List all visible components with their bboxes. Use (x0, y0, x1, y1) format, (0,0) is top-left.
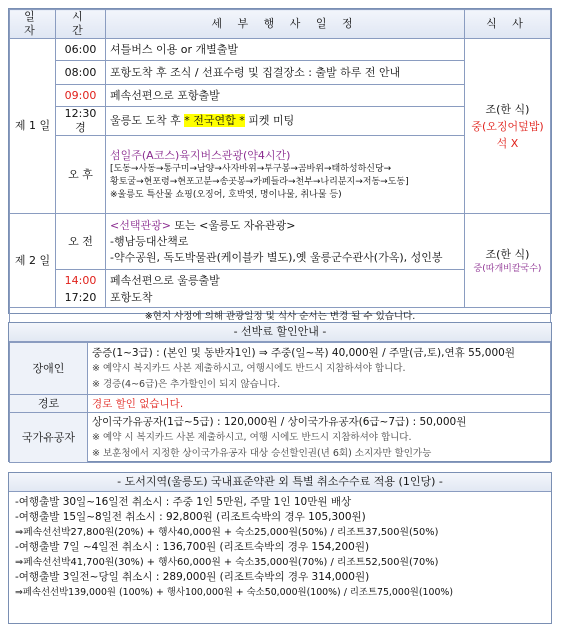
cancel-title: - 도서지역(울릉도) 국내표준약관 외 특별 취소수수료 적용 (1인당) - (9, 473, 551, 492)
meal1-dinner: 석 X (496, 136, 519, 150)
time-morning: 오 전 (56, 214, 106, 270)
cancel-lines (9, 492, 551, 600)
cancel-line-2: -여행출발 15일~8일전 취소시 : 92,800원 (리조트숙박의 경우 105,300원) (15, 511, 366, 523)
cancel-line-4: -여행출발 7일 ~4일전 취소시 : 136,700원 (리조트숙박의 경우 154,200원) (15, 541, 370, 553)
meal-day1 (465, 39, 551, 214)
option-tour: <선택관광> (110, 218, 171, 232)
discount-title: - 선박료 할인안내 - (9, 323, 551, 342)
senior-detail: 경로 할인 없습니다. (88, 395, 551, 413)
disabled-price: 중증(1~3급) : (본인 및 동반자1인) ⇒ 주중(일~목) 40,000원 / 주말(금,토),연휴 55,000원 (92, 346, 515, 359)
cancel-line-3: ⇒페속선선박27,800원(20%) + 행사40,000원 + 숙소25,000원(50%) / 리조트37,500원(50%) (15, 527, 439, 538)
label-disabled: 장애인 (10, 343, 88, 395)
cancel-line-5: ⇒페속선선박41,700원(30%) + 행사60,000원 + 숙소35,000원(70%) / 리조트52,500원(70%) (15, 557, 439, 568)
label-senior: 경로 (10, 395, 88, 413)
route-line1: [도동→사동→통구미→남양→사자바위→투구봉→곰바위→태하성하신당→ (110, 163, 392, 174)
cancel-box (8, 472, 552, 624)
arrive-pohang: 포항도착 (110, 290, 153, 304)
schedule-box (8, 8, 552, 322)
header-date: 일 자 (10, 10, 56, 39)
header-meal: 식 사 (465, 10, 551, 39)
detail-row6 (106, 214, 465, 270)
option-line (110, 218, 460, 234)
header-detail: 세 부 행 사 일 정 (106, 10, 465, 39)
depart-ulleung: 페속선편으로 울릉출발 (110, 273, 220, 287)
meal1-lunch: 중(오징어덮밥) (471, 119, 544, 133)
arrival-text: 울릉도 도착 후 (110, 114, 185, 127)
discount-table (9, 342, 551, 463)
disabled-detail (88, 343, 551, 395)
detail-row4 (106, 107, 465, 136)
cancel-line-7: ⇒페속선선박139,000원 (100%) + 행사100,000원 + 숙소50,000원(100%) / 리조트75,000원(100%) (15, 587, 453, 598)
route-line2: 황토굴→현포령→현포고분→송곳봉→카페들라→천부→나리분지→저동→도동] (110, 176, 409, 187)
detail-row2: 포항도착 후 조식 / 선표수령 및 집결장소 : 출발 하루 전 안내 (106, 61, 465, 85)
veteran-note2: ※ 보훈청에서 지정한 상이국가유공자 대상 승선할인권(년 6회) 소지자만 할인가능 (92, 447, 432, 459)
time-0900: 09:00 (56, 85, 106, 107)
schedule-table (9, 9, 551, 327)
schedule-note: ※현지 사정에 의해 관광일정 및 식사 순서는 변경 될 수 있습니다. (10, 308, 551, 327)
veteran-price: 상이국가유공자(1급~5급) : 120,000원 / 상이국가유공자(6급~7급) : 50,000원 (92, 415, 467, 428)
day2-label: 제 2 일 (10, 214, 56, 308)
union-highlight: * 전국연합 * (184, 114, 245, 127)
island-tour: 섬일주(A코스)육지버스관광(약4시간) (110, 148, 291, 162)
time-0800: 08:00 (56, 61, 106, 85)
picket-text: 피켓 미팅 (244, 114, 295, 127)
meal2-lunch: 중(따개비칼국수) (473, 263, 542, 274)
meal1-breakfast: 조(한 식) (485, 102, 530, 116)
cancel-line-1: -여행출발 30일~16일전 취소시 : 주중 1인 5만원, 주말 1인 10만원 배상 (15, 496, 352, 508)
detail-row7 (106, 270, 465, 308)
veteran-detail (88, 413, 551, 463)
disabled-note1: ※ 예약시 복지카드 사본 제출하시고, 여행시에도 반드시 지참하셔야 합니다. (92, 362, 406, 374)
header-time: 시 간 (56, 10, 106, 39)
detail-row1: 셔틀버스 이용 or 개별출발 (106, 39, 465, 61)
meal-day2 (465, 214, 551, 308)
day1-label: 제 1 일 (10, 39, 56, 214)
time-0600: 06:00 (56, 39, 106, 61)
meal2-breakfast: 조(한 식) (485, 247, 530, 261)
disabled-note2: ※ 경증(4~6급)은 추가할인이 되지 않습니다. (92, 378, 281, 390)
walkway-line: -행남등대산책로 (110, 234, 189, 248)
time-1400-1720 (56, 270, 106, 308)
cancel-line-6: -여행출발 3일전~당일 취소시 : 289,000원 (리조트숙박의 경우 314,000원) (15, 571, 370, 583)
label-veteran: 국가유공자 (10, 413, 88, 463)
time-1400: 14:00 (64, 273, 97, 287)
time-1230: 12:30경 (56, 107, 106, 136)
park-line: -약수공원, 독도박물관(케이블카 별도),옛 울릉군수관사(가옥), 성인봉 (110, 250, 443, 264)
free-tour: 또는 <울릉도 자유관광> (170, 218, 296, 232)
detail-row5 (106, 136, 465, 214)
veteran-note1: ※ 예약 시 복지카드 사본 제출하시고, 여행 시에도 반드시 지참하셔야 합니다. (92, 431, 412, 443)
time-1720: 17:20 (64, 290, 97, 304)
detail-row3: 페속선편으로 포항출발 (106, 85, 465, 107)
time-afternoon: 오 후 (56, 136, 106, 214)
shopping-note: ※울릉도 특산물 쇼핑(오징어, 호박엿, 명이나물, 취나물 등) (110, 189, 342, 200)
discount-box (8, 322, 552, 462)
